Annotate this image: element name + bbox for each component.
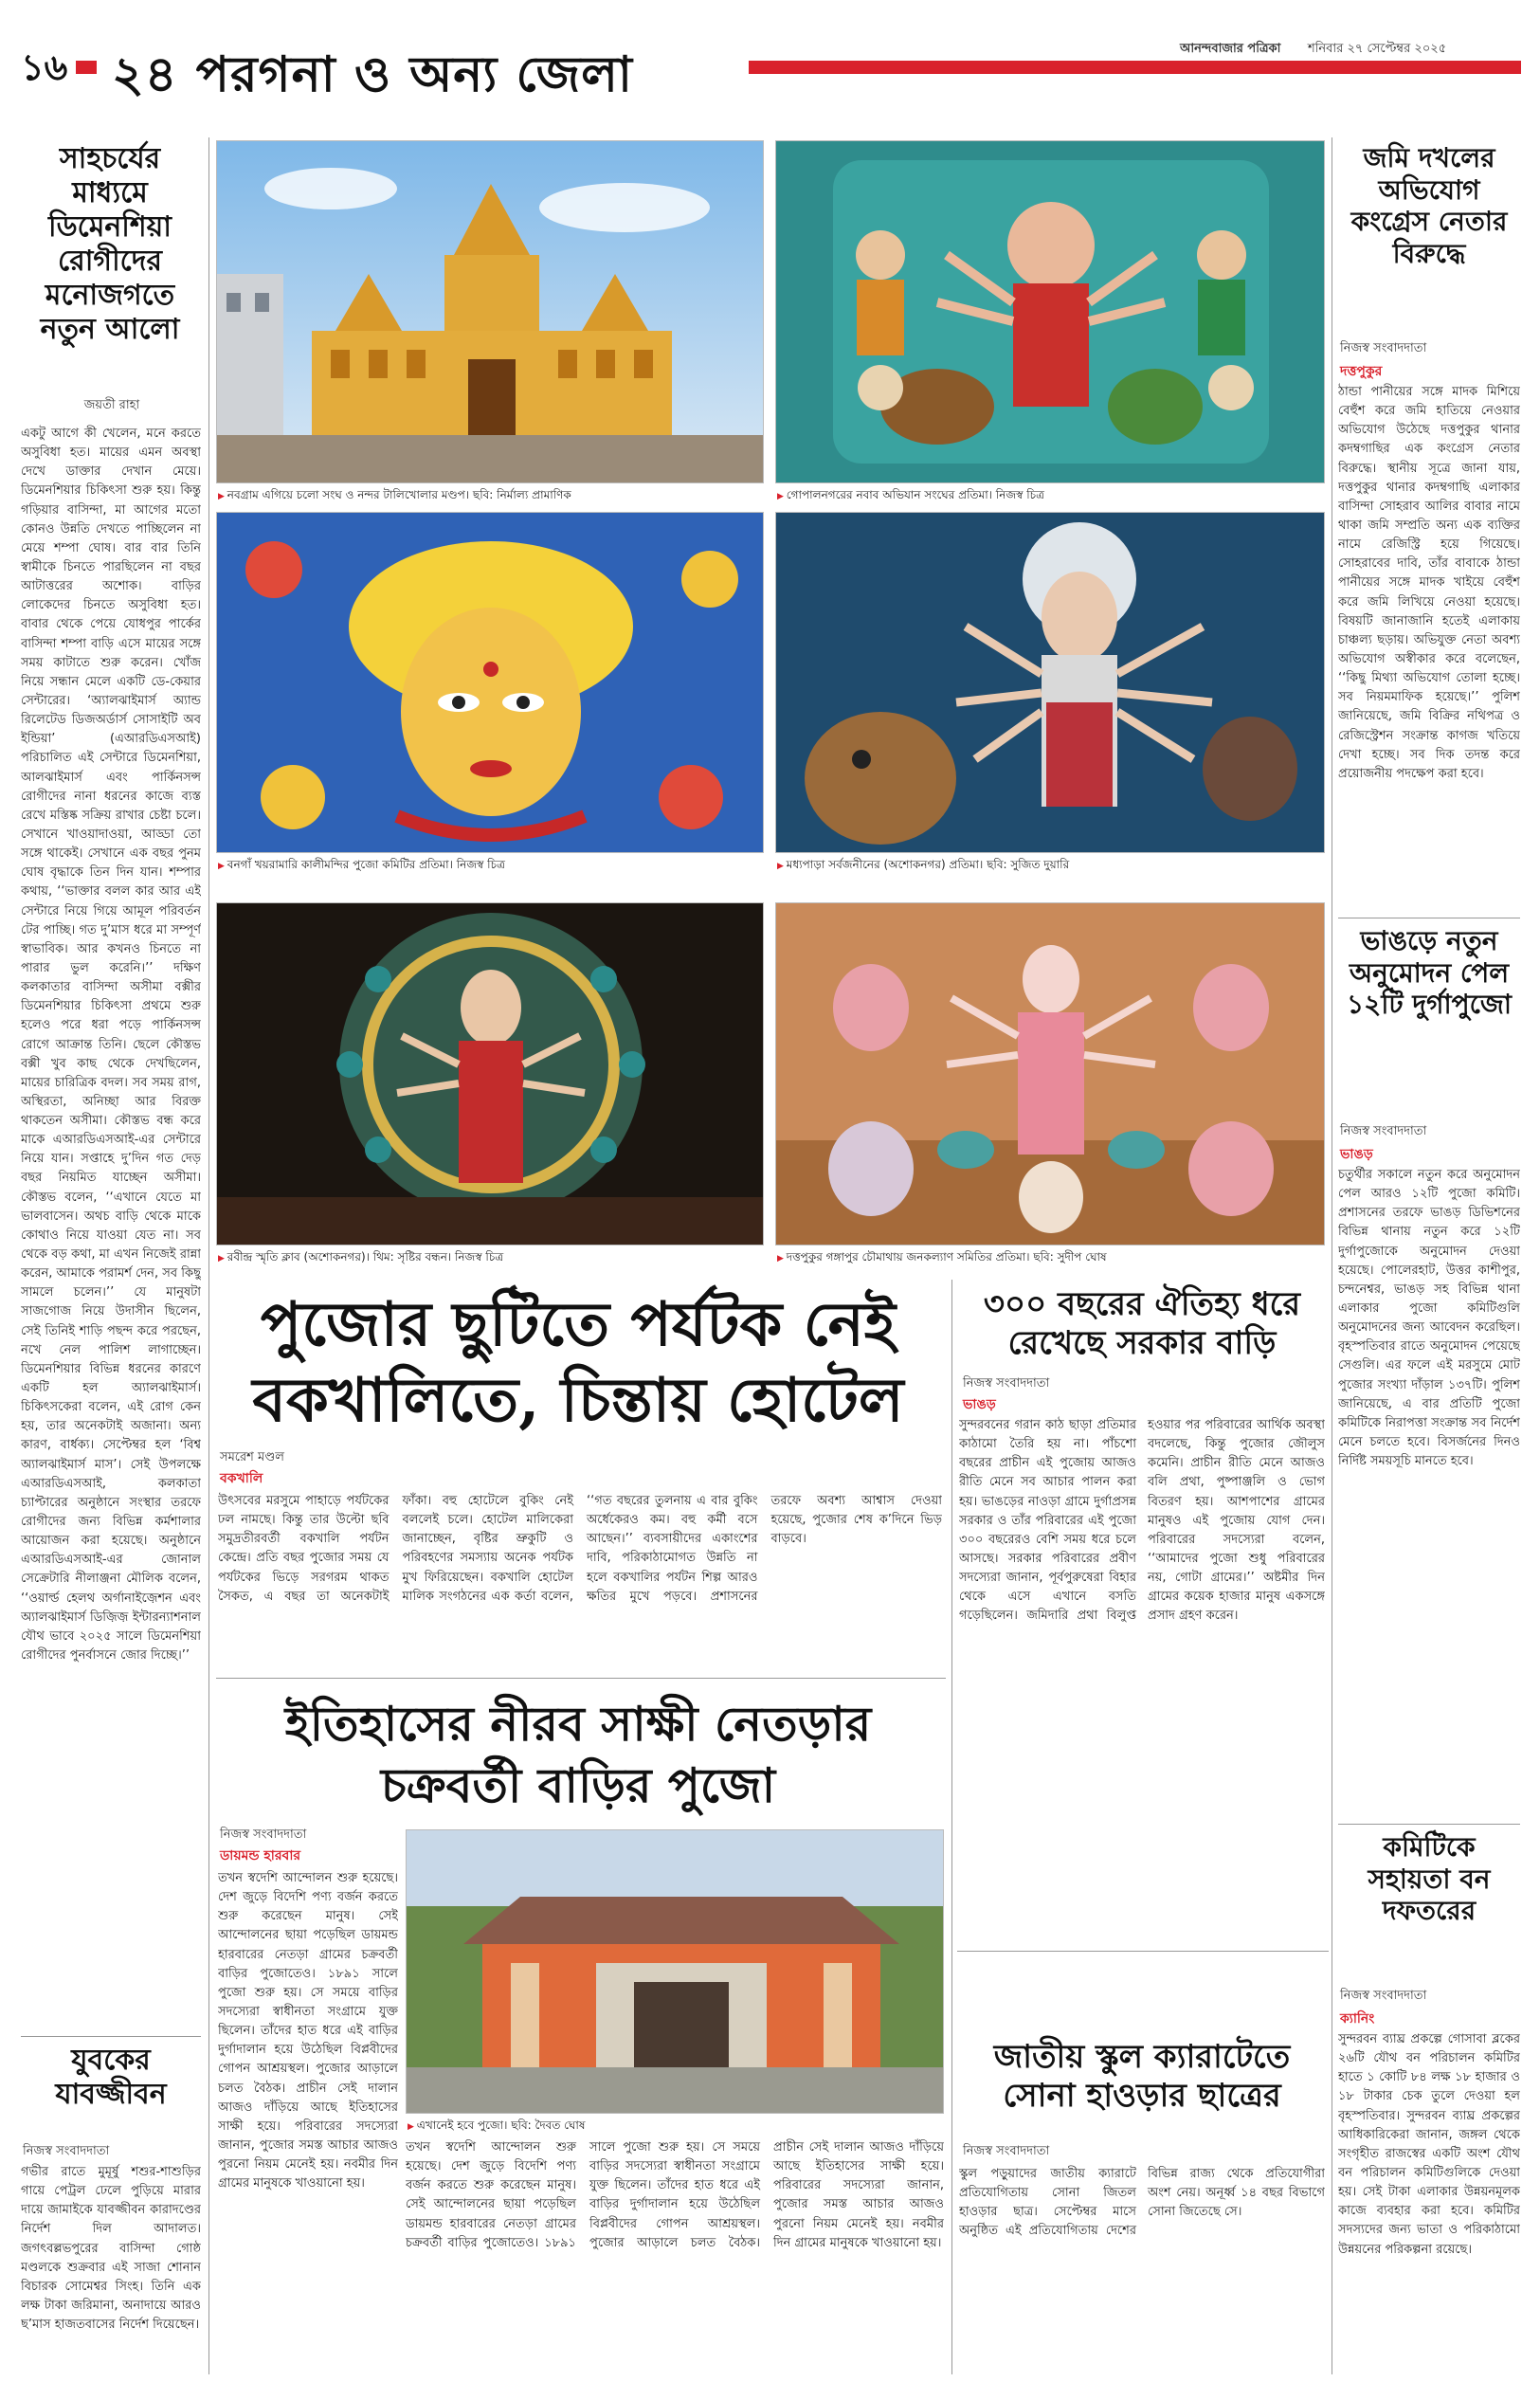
story-300-headline: ৩০০ বছরের ঐতিহ্য ধরে রেখেছে সরকার বাড়ি xyxy=(983,1285,1301,1362)
left-story-byline: জয়তী রাহা xyxy=(83,398,140,412)
paper-name: আনন্দবাজার পত্রিকা xyxy=(1180,42,1281,56)
story-300-body: সুন্দরবনের গরান কাঠ ছাড়া প্রতিমার কাঠামো তৈরি হয় না। পাঁচশো বছরের প্রাচীন এই পুজোয় আজও রীতি মেনে সব আচার পালন করা হয়। ভাঙড়ের নাওড়া গ্রামে দুর্গাপ্রসন্ন সরকার ও তাঁর পরিবারের এই পুজো ৩০০ বছরেরও বেশি সময় ধরে চলে আসছে। সরকার পরিবারের প্রবীণ সদস্যেরা জানান, পূর্বপুরুষেরা বিহার থেকে এসে এখানে বসতি গড়েছিলেন। জমিদারি প্রথা বিলুপ্ত হওয়ার পর পরিবারের আর্থিক অবস্থা বদলেছে, কিন্তু পুজোর জৌলুস কমেনি। প্রাচীন রীতি মেনে আজও বলি প্রথা, পুষ্পাঞ্জলি ও ভোগ বিতরণ হয়। আশপাশের গ্রামের মানুষও এই পুজোয় যোগ দেন। পরিবারের সদস্যেরা বলেন, ‘‘আমাদের পুজো শুধু পরিবারের নয়, গোটা গ্রামের।’’ অষ্টমীর দিন গ্রামের কয়েক হাজার মানুষ একসঙ্গে প্রসাদ গ্রহণ করেন। xyxy=(959,1418,1325,1624)
left-brief-byline: নিজস্ব সংবাদদাতা xyxy=(23,2144,110,2158)
netra-photo-caption: ▶ এখানেই হবে পুজো। ছবি: দৈবত ঘোষ xyxy=(408,2118,938,2137)
netra-body-bottom: তখন স্বদেশি আন্দোলন শুরু হয়েছে। দেশ জুড়ে বিদেশি পণ্য বর্জন করতে শুরু করেছেন মানুষ। সেই আন্দোলনের ছায়া পড়েছিল ডায়মন্ড হারবারের নেতড়া গ্রামের চক্রবর্তী বাড়ির পুজোতেও। ১৮৯১ সালে পুজো শুরু হয়। সে সময়ে বাড়ির সদস্যেরা স্বাধীনতা সংগ্রামে যুক্ত ছিলেন। তাঁদের হাত ধরে এই বাড়ির দুর্গাদালান হয়ে উঠেছিল বিপ্লবীদের গোপন আশ্রয়স্থল। পুজোর আড়ালে চলত বৈঠক। প্রাচীন সেই দালান আজও দাঁড়িয়ে আছে ইতিহাসের সাক্ষী হয়ে। পরিবারের সদস্যেরা জানান, পুজোর সমস্ত আচার আজও পুরনো নিয়ম মেনেই হয়। নবমীর দিন গ্রামের মানুষকে খাওয়ানো হয়। xyxy=(406,2140,944,2250)
left-brief-body: গভীর রাতে মুমূর্ষু শশুর-শাশুড়ির গায়ে পেট্রল ঢেলে পুড়িয়ে মারার দায়ে জামাইকে যাবজ্জীবন কারাদণ্ডের নির্দেশ দিল আদালত। জগৎবল্লভপুরের বাসিন্দা গোষ্ঠ মণ্ডলকে শুক্রবার এই সাজা শোনান বিচারক সোমেশ্বর সিংহ। তিনি এক লক্ষ টাকা জরিমানা, অনাদায়ে আরও ছ’মাস হাজতবাসের নির্দেশ দিয়েছেন। xyxy=(21,2165,201,2333)
right-story2-body: চতুর্থীর সকালে নতুন করে অনুমোদন পেল আরও ১২টি পুজো কমিটি। প্রশাসনের তরফে ভাঙড় ডিভিশনের বিভিন্ন থানায় নতুন করে ১২টি দুর্গাপুজোকে অনুমোদন দেওয়া হয়েছে। পোলেরহাট, উত্তর কাশীপুর, চন্দনেশ্বর, ভাঙড় সহ বিভিন্ন থানা এলাকার পুজো কমিটিগুলি অনুমোদনের জন্য আবেদন করেছিল। বৃহস্পতিবার রাতে অনুমোদন পেয়েছে সেগুলি। এর ফলে এই মরসুমে মোট পুজোর সংখ্যা দাঁড়াল ১৩৭টি। পুলিশ জানিয়েছে, এ বার প্রতিটি পুজো কমিটিকে নিরাপত্তা সংক্রান্ত সব নির্দেশ মেনে চলতে হবে। বিসর্জনের দিনও নির্দিষ্ট সময়সূচি মানতে হবে। xyxy=(1338,1168,1520,1469)
section-bar-right xyxy=(749,61,1521,74)
right-story3-body: সুন্দরবন ব্যাঘ্র প্রকল্পে গোসাবা ব্লকের ২৬টি যৌথ বন পরিচালন কমিটির হাতে ১ কোটি ৮৪ লক্ষ ১৮ হাজার ও ১৮ টাকার চেক তুলে দেওয়া হল বৃহস্পতিবার। সুন্দরবন ব্যাঘ্র প্রকল্পের আধিকারিকেরা জানান, জঙ্গল থেকে সংগৃহীত রাজস্বের একটি অংশ যৌথ বন পরিচালন কমিটিগুলিকে দেওয়া হয়। সেই টাকা এলাকার উন্নয়নমূলক কাজে ব্যবহার করা হবে। কমিটির সদস্যদের জন্য ভাতা ও পরিকাঠামো উন্নয়নের পরিকল্পনা রয়েছে। xyxy=(1338,2032,1520,2257)
right-story1-headline: জমি দখলের অভিযোগ কংগ্রেস নেতার বিরুদ্ধে xyxy=(1350,142,1508,269)
photo2-caption: ▶ গোপালনগরের নবাব অভিযান সংঘের প্রতিমা। নিজস্ব চিত্র xyxy=(777,487,1322,506)
photo-durga-peacock xyxy=(216,902,764,1246)
photo5-caption: ▶ রবীন্দ্র স্মৃতি ক্লাব (অশোকনগর)। থিম: সৃষ্টির বন্ধন। নিজস্ব চিত্র xyxy=(218,1249,763,1268)
photo-pandal-temple xyxy=(216,140,764,483)
right-story1-body: ঠান্ডা পানীয়ের সঙ্গে মাদক মিশিয়ে বেহুঁশ করে জমি হাতিয়ে নেওয়ার অভিযোগ উঠেছে দত্তপুকুর থানার কদম্বগাছির এক কংগ্রেস নেতার বিরুদ্ধে। স্থানীয় সূত্রে জানা যায়, দত্তপুকুর থানার কদম্বগাছি এলাকার বাসিন্দা সোহরাব আলির বাবার নামে থাকা জমি সম্প্রতি অন্য এক ব্যক্তির নামে রেজিস্ট্রি হয়ে গিয়েছে। সোহরাবের দাবি, তাঁর বাবাকে ঠান্ডা পানীয়ের সঙ্গে মাদক খাইয়ে বেহুঁশ করে জমি লিখিয়ে নেওয়া হয়েছে। বিষয়টি জানাজানি হতেই এলাকায় চাঞ্চল্য ছড়ায়। অভিযুক্ত নেতা অবশ্য অভিযোগ অস্বীকার করে বলেছেন, ‘‘কিছু মিথ্যা অভিযোগ তোলা হচ্ছে। সব নিয়মমাফিক হয়েছে।’’ পুলিশ জানিয়েছে, জমি বিক্রির নথিপত্র ও রেজিস্ট্রেশন সংক্রান্ত কাগজ খতিয়ে দেখা হচ্ছে। সব দিক তদন্ত করে প্রয়োজনীয় পদক্ষেপ করা হবে। xyxy=(1338,385,1520,781)
netra-body-left: তখন স্বদেশি আন্দোলন শুরু হয়েছে। দেশ জুড়ে বিদেশি পণ্য বর্জন করতে শুরু করেছেন মানুষ। সেই আন্দোলনের ছায়া পড়েছিল ডায়মন্ড হারবারের নেতড়া গ্রামের চক্রবর্তী বাড়ির পুজোতেও। ১৮৯১ সালে পুজো শুরু হয়। সে সময়ে বাড়ির সদস্যেরা স্বাধীনতা সংগ্রামে যুক্ত ছিলেন। তাঁদের হাত ধরে এই বাড়ির দুর্গাদালান হয়ে উঠেছিল বিপ্লবীদের গোপন আশ্রয়স্থল। পুজোর আড়ালে চলত বৈঠক। প্রাচীন সেই দালান আজও দাঁড়িয়ে আছে ইতিহাসের সাক্ষী হয়ে। পরিবারের সদস্যেরা জানান, পুজোর সমস্ত আচার আজও পুরনো নিয়ম মেনেই হয়। নবমীর দিন গ্রামের মানুষকে খাওয়ানো হয়। xyxy=(218,1871,398,2191)
photo-durga-face xyxy=(216,512,764,853)
main-story-rule xyxy=(216,1678,946,1679)
main-story-headline: পুজোর ছুটিতে পর্যটক নেই বকখালিতে, চিন্তায় হোটেল xyxy=(252,1289,904,1436)
right-story3-byline: নিজস্ব সংবাদদাতা xyxy=(1340,1989,1427,2003)
photo3-caption: ▶ বনগাঁ খয়রামারি কালীমন্দির পুজো কমিটির প্রতিমা। নিজস্ব চিত্র xyxy=(218,857,763,876)
right-story2-byline: নিজস্ব সংবাদদাতা xyxy=(1340,1124,1427,1138)
netra-dateline: ডায়মন্ড হারবার xyxy=(220,1848,301,1864)
left-story-headline: সাহচর্যের মাধ্যমে ডিমেনশিয়া রোগীদের মনোজগতে নতুন আলো xyxy=(40,142,180,346)
left-brief-headline: যুবকের যাবজ্জীবন xyxy=(55,2044,167,2111)
left-divider xyxy=(21,2036,201,2037)
photo4-caption: ▶ মধ্যপাড়া সর্বজনীনের (অশোকনগর) প্রতিমা। ছবি: সুজিত দুয়ারি xyxy=(777,857,1322,876)
right-story3-dateline: ক্যানিং xyxy=(1340,2011,1375,2027)
photo-netra-dalan xyxy=(406,1829,944,2114)
right-story1-dateline: দত্তপুকুর xyxy=(1340,364,1383,379)
right-story2-headline: ভাঙড়ে নতুন অনুমোদন পেল ১২টি দুর্গাপুজো xyxy=(1347,925,1512,1021)
main-story-dateline: বকখালি xyxy=(220,1471,263,1486)
netra-byline: নিজস্ব সংবাদদাতা xyxy=(220,1827,307,1842)
photo-idol-blue xyxy=(775,140,1325,483)
photo-durga-pink xyxy=(775,902,1325,1246)
right-divider-2 xyxy=(1338,1824,1520,1825)
photo6-caption: ▶ দত্তপুকুর গঙ্গাপুর চৌমাথায় জনকল্যাণ সমিতির প্রতিমা। ছবি: সুদীপ ঘোষ xyxy=(777,1249,1322,1268)
story-300-rule xyxy=(957,1951,1329,1952)
section-title: ২৪ পরগনা ও অন্য জেলা xyxy=(112,45,633,103)
left-story-body: একটু আগে কী খেলেন, মনে করতে অসুবিধা হত। মায়ের এমন অবস্থা দেখে ডাক্তার দেখান মেয়ে। ডিমেনশিয়ার চিকিৎসা শুরু হয়। কিন্তু গড়িয়ার বাসিন্দা, মা আগের মতো কোনও উন্নতি দেখতে পাচ্ছিলেন না মেয়ে শম্পা ঘোষ। বার বার তিনি স্বামীকে চিনতে পারছিলেন না বছর আটাত্তরের অশোক। বাড়ির লোকেদের চিনতে অসুবিধা হত। বাবার থেকে পেয়ে যোধপুর পার্কের বাসিন্দা শম্পা বাড়ি এসে মায়ের সঙ্গে সময় কাটাতে শুরু করেন। খোঁজ নিয়ে সন্ধান মেলে একটি ডে-কেয়ার সেন্টারের। ‘অ্যালঝাইমার্স অ্যান্ড রিলেটেড ডিজঅর্ডার্স সোসাইটি অব ইন্ডিয়া’ (এআরডিএসআই) পরিচালিত এই সেন্টারে ডিমেনশিয়া, আলঝাইমার্স এবং পার্কিনসন্স রোগীদের নানা ধরনের কাজে ব্যস্ত রেখে মস্তিষ্ক সক্রিয় রাখার চেষ্টা চলে। সেখানে খাওয়াদাওয়া, আড্ডা তো সঙ্গে থাকেই। সেখানে এক বছর পুনম ঘোষ বৃদ্ধাকে তিন দিন যান। শম্পার কথায়, ‘‘ভাক্তার বলল কার আর এই সেন্টারে নিয়ে গিয়ে আমূল পরিবর্তন টের পাচ্ছি। গত দু’মাস ধরে মা সম্পূর্ণ স্বাভাবিক। আর কখনও চিনতে না পারার ভুল করেনি।’’ দক্ষিণ কলকাতার বাসিন্দা অসীমা বক্সীর ডিমেনশিয়ার চিকিৎসা প্রথমে শুরু হলেও পরে ধরা পড়ে পার্কিনসন্স রোগে আক্রান্ত তিনি। ছেলে কৌস্তভ বক্সী খুব কাছ থেকে দেখছিলেন, মায়ের চারিত্রিক বদল। সব সময় রাগ, অস্থিরতা, অনিচ্ছা আর বিরক্ত থাকতেন অসীমা। কৌস্তভ বন্ধ করে মাকে এআরডিএসআই-এর সেন্টারে নিয়ে যান। সপ্তাহে দু’দিন গত দেড় বছর নিয়মিত যাচ্ছেন অসীমা। কৌস্তভ বলেন, ‘‘এখানে যেতে মা ভালবাসেন। অথচ বাড়ি থেকে মাকে কোথাও নিয়ে যাওয়া যেত না। সব থেকে বড় কথা, মা এখন নিজেই রান্না করেন, আমাকে পরামর্শ দেন, সব কিছু সামলে চলেন।’’ যে মানুষটা সাজগোজ নিয়ে উদাসীন ছিলেন, সেই তিনিই শাড়ি পছন্দ করে পরছেন, নখে নেল পালিশ লাগাচ্ছেন। ডিমেনশিয়ার বিভিন্ন ধরনের কারণে একটি হল অ্যালঝাইমার্স। চিকিৎসকেরা বলেন, এই রোগ কেন হয়, তার অনেকটাই অজানা। অন্য কারণ, বার্ধক্য। সেপ্টেম্বর হল ‘বিশ্ব অ্যালঝাইমার্স মাস’। সেই উপলক্ষে এআরডিএসআই, কলকাতা চ্যাপ্টারের অনুষ্ঠানে সংস্থার তরফে রোগীদের জন্য বিভিন্ন কর্মশালার আয়োজন করা হয়েছে। অনুষ্ঠানে এআরডিএসআই-এর জোনাল সেক্রেটারি নীলাঞ্জনা মৌলিক বলেন, ‘‘ওয়ার্ল্ড হেলথ অর্গানাইজ়েশন এবং অ্যালঝাইমার্স ডিজ়িজ় ইন্টারন্যাশনাল যৌথ ভাবে ২০২৫ সালে ডিমেনশিয়া রোগীদের পুনর্বাসনে জোর দিচ্ছে।’’ xyxy=(21,427,201,1663)
middle-column-rule xyxy=(951,1280,952,2374)
main-story-byline: সমরেশ মণ্ডল xyxy=(220,1450,284,1464)
story-300-byline: নিজস্ব সংবাদদাতা xyxy=(963,1376,1050,1391)
story-300-dateline: ভাঙড় xyxy=(963,1397,996,1412)
right-story3-headline: কমিটিকে সহায়তা বন দফতরের xyxy=(1368,1831,1491,1927)
right-story1-byline: নিজস্ব সংবাদদাতা xyxy=(1340,341,1427,355)
karate-byline: নিজস্ব সংবাদদাতা xyxy=(963,2144,1050,2158)
page-number: ১৬ xyxy=(21,45,68,88)
issue-date: শনিবার ২৭ সেপ্টেম্বর ২০২৫ xyxy=(1308,42,1447,56)
netra-headline: ইতিহাসের নীরব সাক্ষী নেতড়ার চক্রবর্তী বাড়ির পুজো xyxy=(284,1696,872,1813)
section-bar-left xyxy=(76,61,97,74)
left-column-rule xyxy=(208,137,209,2374)
karate-body: স্কুল পড়ুয়াদের জাতীয় ক্যারাটে প্রতিযোগিতায় সোনা জিতল হাওড়ার ছাত্র। সেপ্টেম্বর মাসে অনুষ্ঠিত এই প্রতিযোগিতায় দেশের বিভিন্ন রাজ্য থেকে প্রতিযোগীরা অংশ নেয়। অনূর্ধ্ব ১৪ বছর বিভাগে সোনা জিতেছে সে। xyxy=(959,2167,1325,2239)
right-story2-dateline: ভাঙড় xyxy=(1340,1147,1373,1162)
karate-headline: জাতীয় স্কুল ক্যারাটেতে সোনা হাওড়ার ছাত্রের xyxy=(993,2038,1291,2115)
photo-durga-lion xyxy=(775,512,1325,853)
main-story-body: উৎসবের মরসুমে পাহাড়ে পর্যটকের ঢল নামছে। কিন্তু তার উল্টো ছবি সমুদ্রতীরবর্তী বকখালি পর্যটন কেন্দ্রে। প্রতি বছর পুজোর সময় যে পর্যটকের ভিড়ে সরগরম থাকত সৈকত, এ বছর তা অনেকটাই ফাঁকা। বহু হোটেলে বুকিং নেই বললেই চলে। হোটেল মালিকেরা জানাচ্ছেন, বৃষ্টির ভ্রুকুটি ও পরিবহণের সমস্যায় অনেক পর্যটক মুখ ফিরিয়েছেন। বকখালি হোটেল মালিক সংগঠনের এক কর্তা বলেন, ‘‘গত বছরের তুলনায় এ বার বুকিং অর্ধেকেরও কম। বহু কর্মী বসে আছেন।’’ ব্যবসায়ীদের একাংশের দাবি, পরিকাঠামোগত উন্নতি না হলে বকখালির পর্যটন শিল্প আরও ক্ষতির মুখে পড়বে। প্রশাসনের তরফে অবশ্য আশ্বাস দেওয়া হয়েছে, পুজোর শেষ ক’দিনে ভিড় বাড়বে। xyxy=(218,1494,942,1604)
photo1-caption: ▶ নবগ্রাম এগিয়ে চলো সংঘ ও নন্দর টালিখোলার মণ্ডপ। ছবি: নির্মাল্য প্রামাণিক xyxy=(218,487,763,506)
